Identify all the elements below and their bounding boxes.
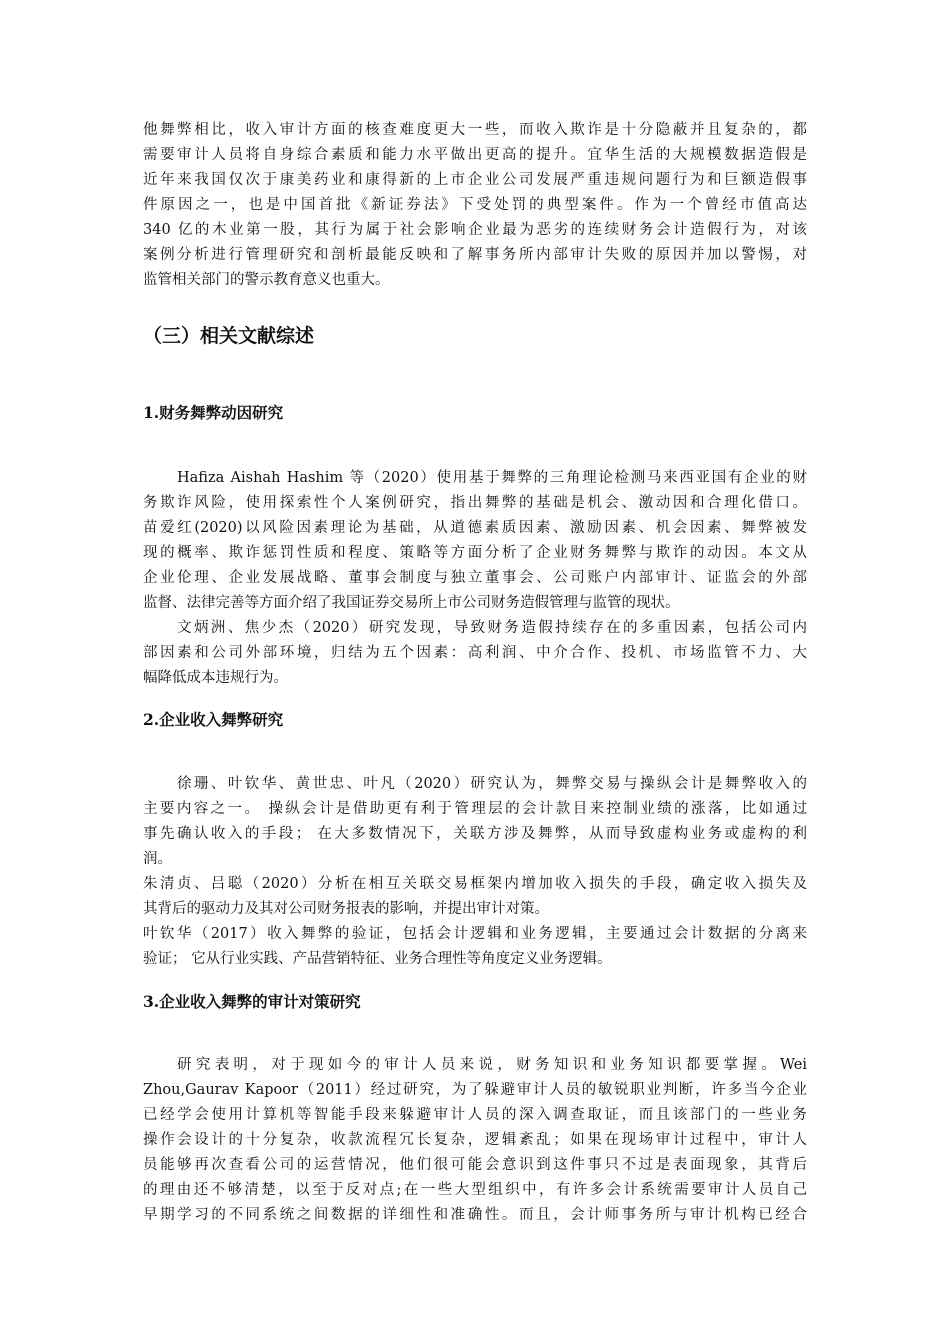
intro-line: 需要审计人员将自身综合素质和能力水平做出更高的提升。宜华生活的大规模数据造假是 bbox=[143, 147, 807, 163]
paragraph-line: 润。 bbox=[143, 851, 172, 867]
paragraph-line: 部因素和公司外部环境，归结为五个因素：高利润、中介合作、投机、市场监管不力、大 bbox=[143, 645, 807, 661]
paragraph-line: 主要内容之一。 操纵会计是借助更有利于管理层的会计款目来控制业绩的涨落，比如通过 bbox=[143, 801, 807, 817]
paragraph-line: 其背后的驱动力及其对公司财务报表的影响，并提出审计对策。 bbox=[143, 901, 549, 917]
subsection-title-2: 2.企业收入舞弊研究 bbox=[143, 710, 284, 729]
paragraph-line: 操作会设计的十分复杂，收款流程冗长复杂，逻辑紊乱；如果在现场审计过程中，审计人 bbox=[143, 1132, 807, 1148]
subsection-title-3: 3.企业收入舞弊的审计对策研究 bbox=[143, 992, 361, 1011]
intro-line: 340 亿的木业第一股，其行为属于社会影响企业最为恶劣的连续财务会计造假行为，对该 bbox=[143, 222, 807, 238]
paragraph-line: 现的概率、欺诈惩罚性质和程度、策略等方面分析了企业财务舞弊与欺诈的动因。本文从 bbox=[143, 545, 807, 561]
intro-line: 案例分析进行管理研究和剖析最能反映和了解事务所内部审计失败的原因并加以警惕，对 bbox=[143, 247, 807, 263]
paragraph-line: 文炳洲、焦少杰（2020）研究发现，导致财务造假持续存在的多重因素，包括公司内 bbox=[177, 620, 807, 636]
paragraph-line: Hafiza Aishah Hashim 等（2020）使用基于舞弊的三角理论检测马来西亚国有企业的财 bbox=[177, 470, 807, 486]
paragraph-line: 研究表明，对于现如今的审计人员来说，财务知识和业务知识都要掌握。Wei bbox=[177, 1057, 807, 1073]
subsection-title-1: 1.财务舞弊动因研究 bbox=[143, 403, 284, 422]
paragraph-line: 员能够再次查看公司的运营情况，他们很可能会意识到这件事只不过是表面现象，其背后 bbox=[143, 1157, 807, 1173]
intro-line: 件原因之一，也是中国首批《新证券法》下受处罚的典型案件。作为一个曾经市值高达 bbox=[143, 197, 807, 213]
section-title: （三）相关文献综述 bbox=[143, 325, 315, 347]
paragraph-line: 验证； 它从行业实践、产品营销特征、业务合理性等角度定义业务逻辑。 bbox=[143, 951, 612, 967]
intro-line: 监管相关部门的警示教育意义也重大。 bbox=[143, 272, 390, 288]
paragraph-line: 苗爱红(2020)以风险因素理论为基础，从道德素质因素、激励因素、机会因素、舞弊被发 bbox=[143, 520, 807, 536]
paragraph-line: 事先确认收入的手段； 在大多数情况下，关联方涉及舞弊，从而导致虚构业务或虚构的利 bbox=[143, 826, 807, 842]
paragraph-line: 务欺诈风险，使用探索性个人案例研究，指出舞弊的基础是机会、激动因和合理化借口。 bbox=[143, 495, 807, 511]
paragraph-line: 叶钦华（2017）收入舞弊的验证，包括会计逻辑和业务逻辑，主要通过会计数据的分离来 bbox=[143, 926, 807, 942]
paragraph-line: 徐珊、叶钦华、黄世忠、叶凡（2020）研究认为，舞弊交易与操纵会计是舞弊收入的 bbox=[177, 776, 807, 792]
paragraph-line: 的理由还不够清楚，以至于反对点;在一些大型组织中，有许多会计系统需要审计人员自己 bbox=[143, 1182, 807, 1198]
paragraph-line: 幅降低成本违规行为。 bbox=[143, 670, 288, 686]
paragraph-line: 早期学习的不同系统之间数据的详细性和准确性。而且，会计师事务所与审计机构已经合 bbox=[143, 1207, 807, 1223]
paragraph-line: 已经学会使用计算机等智能手段来躲避审计人员的深入调查取证，而且该部门的一些业务 bbox=[143, 1107, 807, 1123]
paragraph-line: 朱清贞、吕聪（2020）分析在相互关联交易框架内增加收入损失的手段，确定收入损失及 bbox=[143, 876, 807, 892]
paragraph-line: 企业伦理、企业发展战略、董事会制度与独立董事会、公司账户内部审计、证监会的外部 bbox=[143, 570, 807, 586]
intro-line: 近年来我国仅次于康美药业和康得新的上市企业公司发展严重违规问题行为和巨额造假事 bbox=[143, 172, 807, 188]
paragraph-line: Zhou,Gaurav Kapoor（2011）经过研究，为了躲避审计人员的敏锐职业判断，许多当今企业 bbox=[143, 1082, 807, 1098]
paragraph-line: 监督、法律完善等方面介绍了我国证券交易所上市公司财务造假管理与监管的现状。 bbox=[143, 595, 680, 611]
intro-line: 他舞弊相比，收入审计方面的核查难度更大一些，而收入欺诈是十分隐蔽并且复杂的，都 bbox=[143, 122, 807, 138]
